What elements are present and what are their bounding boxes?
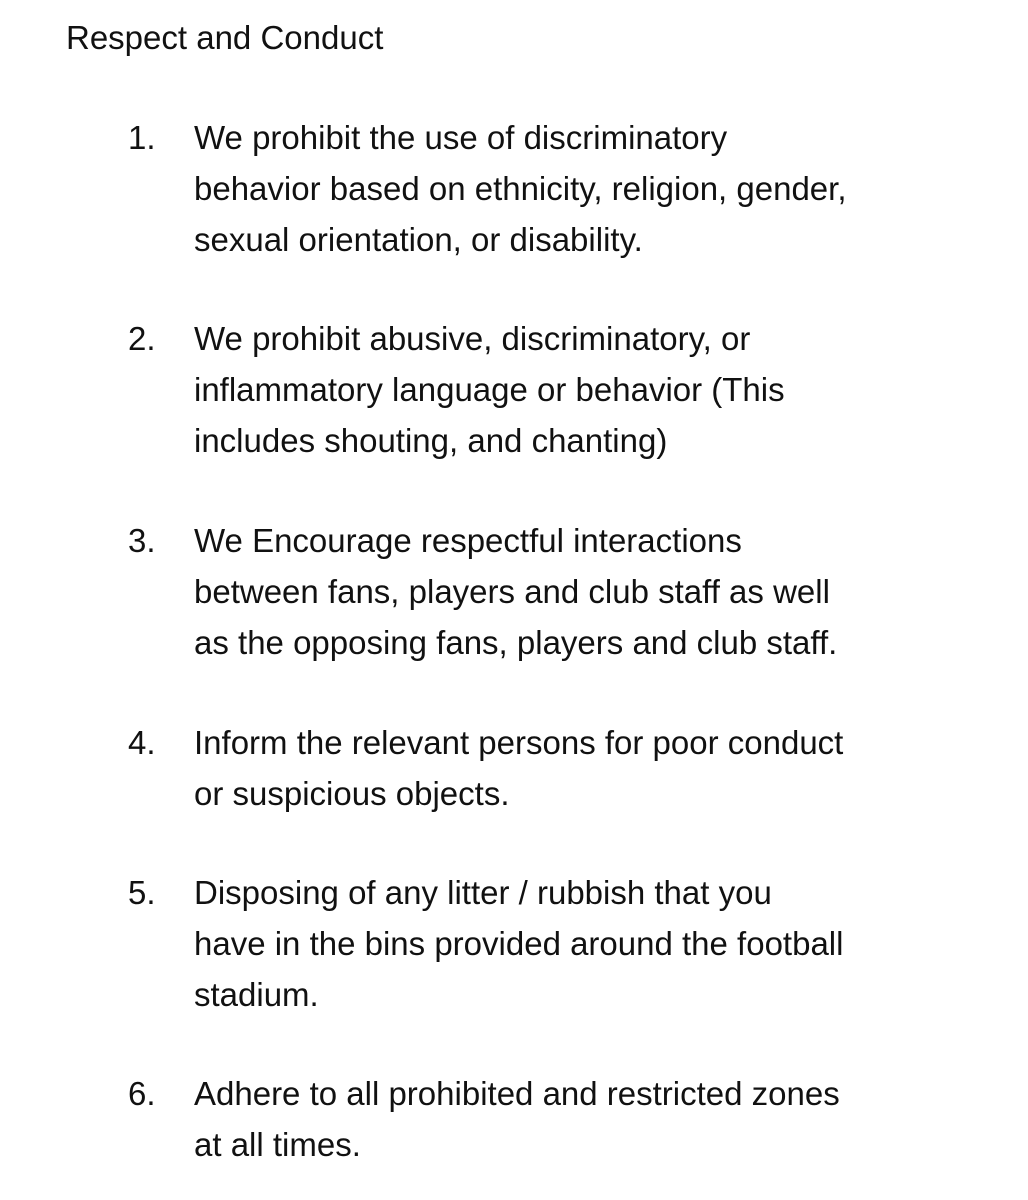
list-item-number: 1. (128, 119, 156, 156)
page-title: Respect and Conduct (66, 19, 384, 56)
list-item-text: We Encourage respectful interactions between fans, players and club staff as well as the opposing fans, players and club staff. (194, 522, 838, 661)
list-item-text: Adhere to all prohibited and restricted zones at all times. (194, 1075, 840, 1163)
list-item-number: 3. (128, 522, 156, 559)
list-item-number: 4. (128, 724, 156, 761)
list-item-number: 2. (128, 320, 156, 357)
list-item-text: Disposing of any litter / rubbish that you have in the bins provided around the football stadium. (194, 874, 844, 1013)
list-item-text: Inform the relevant persons for poor conduct or suspicious objects. (194, 724, 844, 812)
list-item-text: We prohibit abusive, discriminatory, or inflammatory language or behavior (This includes shouting, and chanting) (194, 320, 785, 459)
list-item-number: 5. (128, 874, 156, 911)
list-item-number: 6. (128, 1075, 156, 1112)
list-item-text: We prohibit the use of discriminatory behavior based on ethnicity, religion, gender, sexual orientation, or disability. (194, 119, 847, 258)
